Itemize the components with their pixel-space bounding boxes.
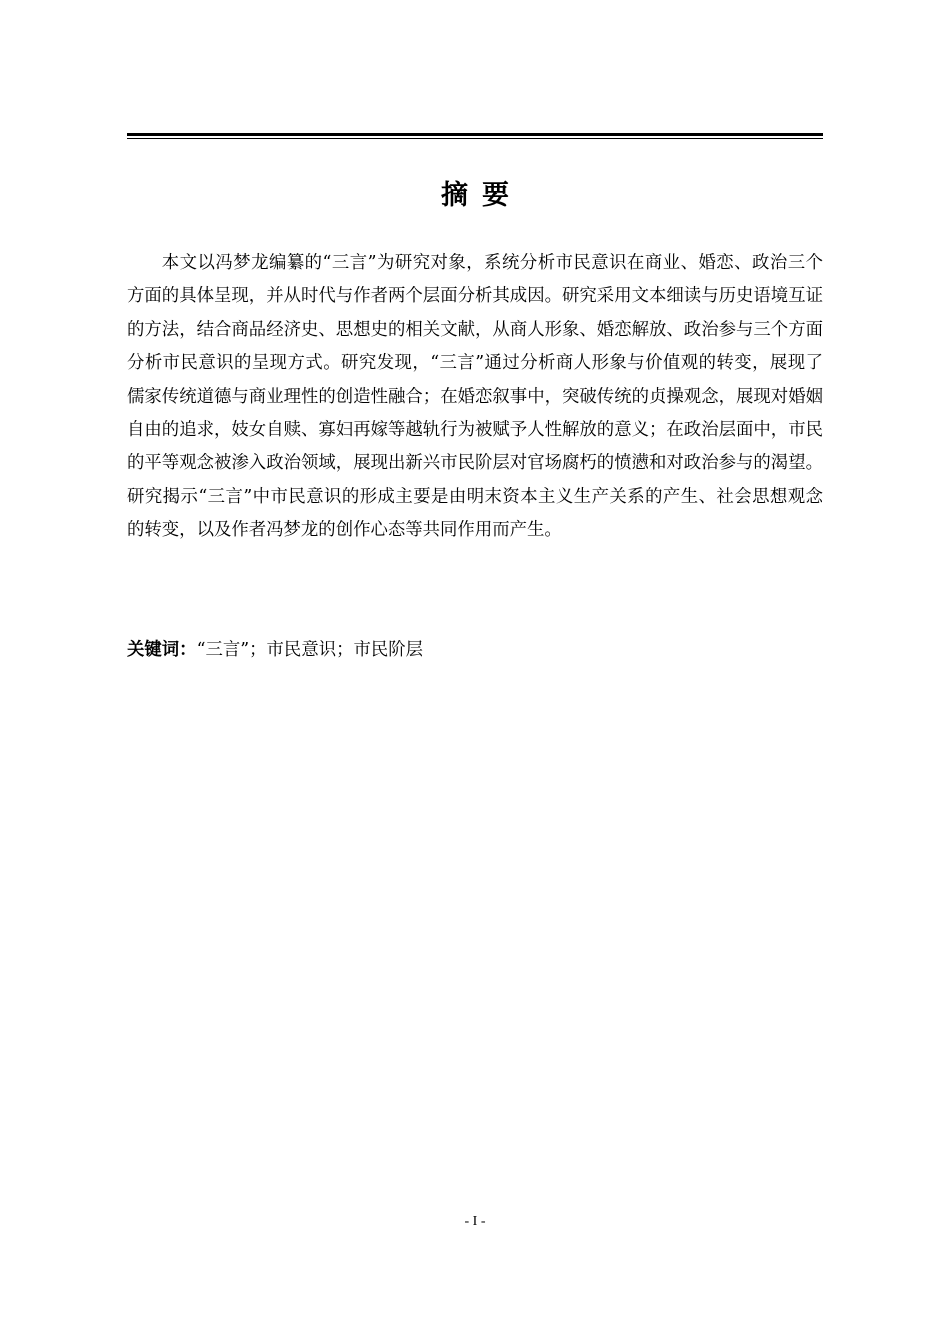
abstract-title: 摘要 — [441, 180, 523, 211]
keywords-line — [127, 635, 823, 665]
header-rule-thin-line — [127, 138, 823, 139]
page-number: - I - — [464, 1214, 486, 1229]
abstract-body: 本文以冯梦龙编纂的“三言”为研究对象，系统分析市民意识在商业、婚恋、政治三个方面的具体呈现，并从时代与作者两个层面分析其成因。研究采用文本细读与历史语境互证的方法，结合商品经济史、思想史的相关文献，从商人形象、婚恋解放、政治参与三个方面分析市民意识的呈现方式。研究发现，“三言”通过分析商人形象与价值观的转变，展现了儒家传统道德与商业理性的创造性融合；在婚恋叙事中，突破传统的贞操观念，展现对婚姻自由的追求，妓女自赎、寡妇再嫁等越轨行为被赋予人性解放的意义；在政治层面中，市民的平等观念被渗入政治领域，展现出新兴市民阶层对官场腐朽的愤懑和对政治参与的渴望。研究揭示“三言”中市民意识的形成主要是由明末资本主义生产关系的产生、社会思想观念的转变，以及作者冯梦龙的创作心态等共同作用而产生。 — [127, 253, 823, 541]
header-double-rule — [127, 133, 823, 140]
keywords-label: 关键词： — [127, 640, 197, 660]
header-rule-thick-line — [127, 133, 823, 136]
keywords-text: “三言”；市民意识；市民阶层 — [196, 640, 424, 660]
